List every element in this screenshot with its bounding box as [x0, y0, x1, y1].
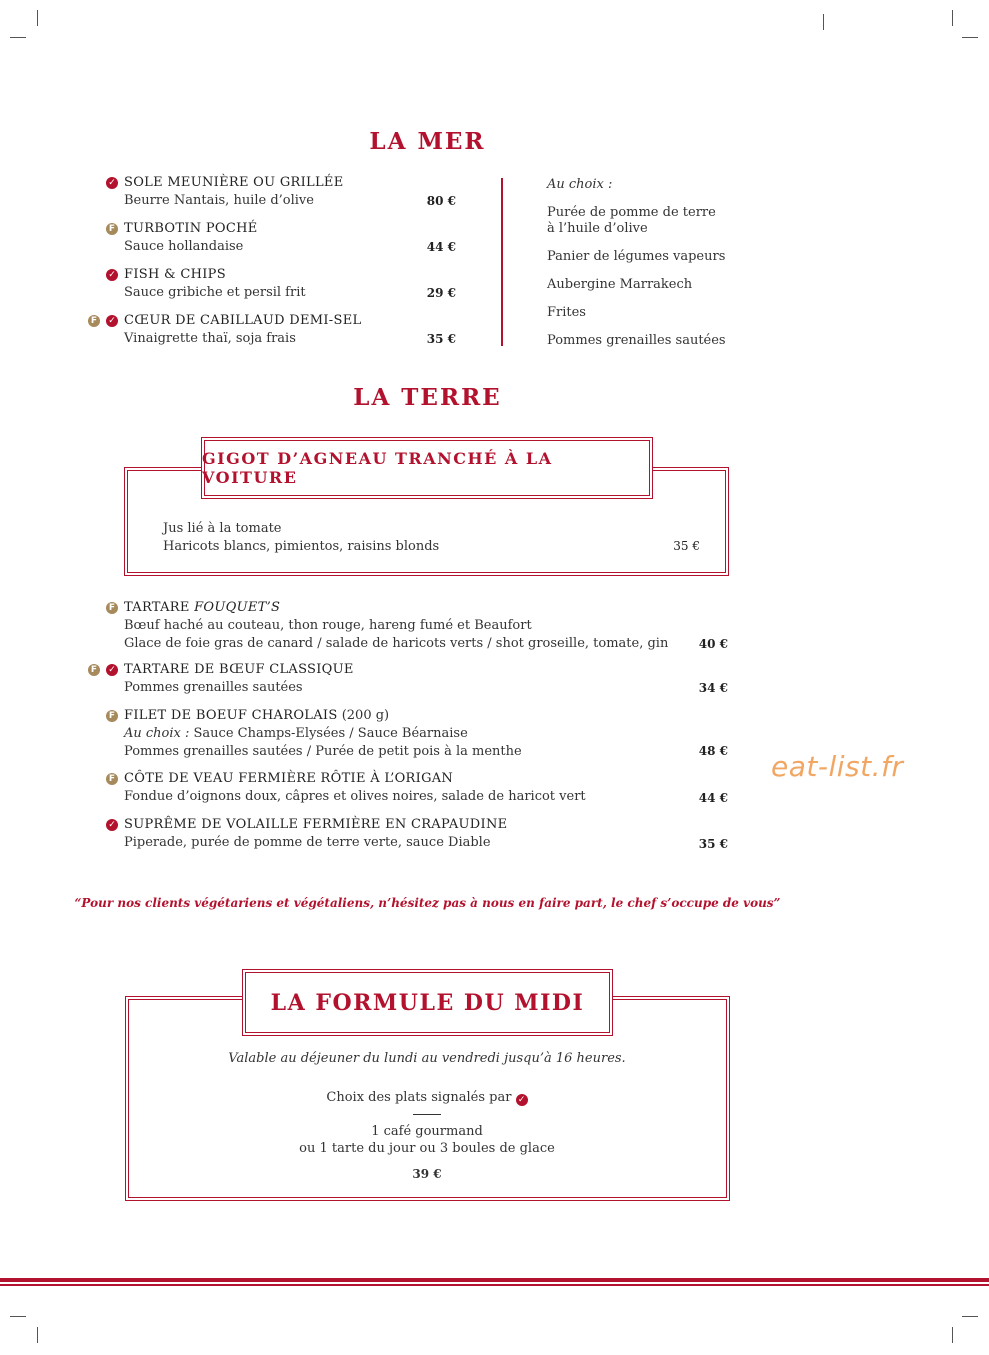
- formule-line: ou 1 tarte du jour ou 3 boules de glace: [299, 1141, 555, 1156]
- formule-line: 1 café gourmand: [371, 1124, 483, 1139]
- formule-icon: ✓: [106, 269, 118, 281]
- item-name: FISH & CHIPS: [124, 267, 226, 282]
- specialty-icon: F: [88, 315, 100, 327]
- side-option: Aubergine Marrakech: [547, 277, 693, 292]
- crop-mark: [952, 10, 953, 26]
- formule-icon: ✓: [106, 177, 118, 189]
- crop-mark: [10, 37, 26, 38]
- item-name: SUPRÊME DE VOLAILLE FERMIÈRE EN CRAPAUDINE: [124, 817, 508, 832]
- crop-mark: [823, 14, 824, 30]
- formule-icon: ✓: [516, 1094, 528, 1106]
- item-price: 34 €: [698, 681, 728, 695]
- formule-icon: ✓: [106, 315, 118, 327]
- item-desc-italic: Au choix :: [124, 726, 190, 741]
- item-desc: Vinaigrette thaï, soja frais: [124, 331, 296, 346]
- specialty-icon: F: [106, 602, 118, 614]
- featured-price: 35 €: [673, 539, 700, 553]
- bottom-rule: [0, 1284, 989, 1286]
- item-desc: Glace de foie gras de canard / salade de haricots verts / shot groseille, tomate, gin: [124, 636, 669, 651]
- side-option: Pommes grenailles sautées: [547, 333, 726, 348]
- item-name: TARTARE: [124, 600, 190, 615]
- formule-choice: [127, 1090, 727, 1105]
- side-option: Purée de pomme de terre: [547, 205, 716, 220]
- side-option: Panier de légumes vapeurs: [547, 249, 726, 264]
- item-name: CŒUR DE CABILLAUD DEMI-SEL: [124, 313, 362, 328]
- menu-item-cote-veau: [124, 770, 586, 806]
- featured-desc: [163, 520, 439, 556]
- formule-icon: ✓: [106, 819, 118, 831]
- formule-choice-text: Choix des plats signalés par: [326, 1090, 512, 1105]
- item-name-suffix: (200 g): [341, 708, 390, 723]
- item-desc: Pommes grenailles sautées: [124, 680, 303, 695]
- item-name: CÔTE DE VEAU FERMIÈRE RÔTIE À L’ORIGAN: [124, 771, 454, 786]
- menu-item-tartare-classique: [124, 661, 354, 697]
- menu-item-turbotin: [124, 220, 258, 256]
- watermark: eat-list.fr: [771, 750, 904, 783]
- item-price: 35 €: [698, 837, 728, 851]
- menu-item-cabillaud: [124, 312, 361, 348]
- section-title-terre: LA TERRE: [353, 384, 502, 411]
- item-price: 44 €: [426, 240, 456, 254]
- specialty-icon: F: [106, 710, 118, 722]
- item-desc: Sauce gribiche et persil frit: [124, 285, 306, 300]
- menu-item-fish-chips: [124, 266, 306, 302]
- item-price: 40 €: [698, 637, 728, 651]
- item-name: SOLE MEUNIÈRE OU GRILLÉE: [124, 175, 344, 190]
- item-desc: Beurre Nantais, huile d’olive: [124, 193, 314, 208]
- item-price: 44 €: [698, 791, 728, 805]
- side-option: à l’huile d’olive: [547, 221, 648, 236]
- item-desc: Piperade, purée de pomme de terre verte, sauce Diable: [124, 835, 491, 850]
- specialty-icon: F: [88, 664, 100, 676]
- item-name: FILET DE BOEUF CHAROLAIS: [124, 708, 338, 723]
- menu-item-supreme-volaille: [124, 816, 507, 852]
- crop-mark: [10, 1316, 26, 1317]
- formule-icon: ✓: [106, 664, 118, 676]
- formule-title: LA FORMULE DU MIDI: [242, 969, 613, 1036]
- item-desc: Fondue d’oignons doux, câpres et olives noires, salade de haricot vert: [124, 789, 586, 804]
- item-price: 29 €: [426, 286, 456, 300]
- specialty-icon: F: [106, 773, 118, 785]
- item-desc: Sauce hollandaise: [124, 239, 244, 254]
- formule-validity: Valable au déjeuner du lundi au vendredi jusqu’à 16 heures.: [228, 1051, 626, 1066]
- item-name: TARTARE DE BŒUF CLASSIQUE: [124, 662, 354, 677]
- item-desc: Pommes grenailles sautées / Purée de petit pois à la menthe: [124, 744, 522, 759]
- section-title-mer: LA MER: [369, 128, 486, 155]
- bottom-rule: [0, 1278, 989, 1282]
- item-price: 80 €: [426, 194, 456, 208]
- divider-line: [501, 178, 503, 346]
- item-desc: Sauce Champs-Elysées / Sauce Béarnaise: [193, 726, 468, 741]
- featured-desc-line: Jus lié à la tomate: [163, 521, 282, 536]
- specialty-icon: F: [106, 223, 118, 235]
- vegetarian-note: “Pour nos clients végétariens et végétaliens, n’hésitez pas à nous en faire part, le chef s’occupe de vous”: [74, 896, 781, 910]
- crop-mark: [952, 1327, 953, 1343]
- side-heading: Au choix :: [547, 177, 613, 192]
- crop-mark: [962, 37, 978, 38]
- item-name-italic: FOUQUET’S: [194, 600, 281, 615]
- item-price: 48 €: [698, 744, 728, 758]
- side-option: Frites: [547, 305, 586, 320]
- formule-separator: [413, 1114, 441, 1115]
- featured-desc-line: Haricots blancs, pimientos, raisins blonds: [163, 539, 440, 554]
- menu-item-sole: [124, 174, 343, 210]
- menu-item-tartare-fouquets: [124, 599, 668, 653]
- item-name: TURBOTIN POCHÉ: [124, 221, 258, 236]
- item-price: 35 €: [426, 332, 456, 346]
- menu-item-filet-boeuf: [124, 707, 522, 761]
- item-desc: Bœuf haché au couteau, thon rouge, hareng fumé et Beaufort: [124, 618, 532, 633]
- crop-mark: [37, 1327, 38, 1343]
- crop-mark: [962, 1316, 978, 1317]
- formule-price: 39 €: [412, 1167, 442, 1181]
- crop-mark: [37, 10, 38, 26]
- featured-title: GIGOT D’AGNEAU TRANCHÉ À LA VOITURE: [201, 437, 653, 499]
